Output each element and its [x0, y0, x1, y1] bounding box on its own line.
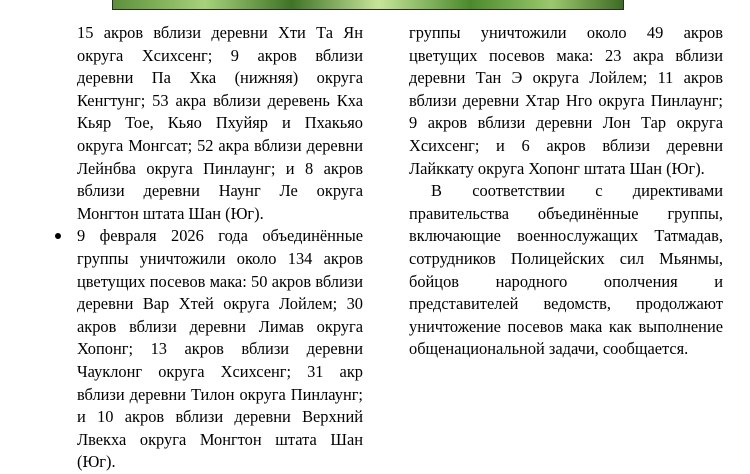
- bullet-item-text: 9 февраля 2026 года объединённые группы уничтожили около 134 акров цветущих посевов мака: 50 акров вблизи деревни Вар Хтей округа Лойлем; 30 акров вблизи деревни Лимав округа Хопонг; 13 акров вблизи деревни Чауклонг округа Хсихсенг; 31 акр вблизи деревни Тилон округа Пинлаунг; и 10 акров вблизи деревни Верхний Лвекха округа Монгтон штата Шан (Юг).: [77, 226, 363, 472]
- closing-paragraph: В соответствии с директивами правительства объединённые группы, включающие военнослужащих Татмадав, сотрудников Полицейских сил Мьянмы, бойцов народного ополчения и представителей ведомств, продолжают уничтожение посевов мака как выполнение общенациональной задачи, сообщается.: [409, 181, 723, 359]
- right-column: [409, 22, 723, 361]
- poppy-field-photo: [112, 0, 624, 10]
- left-column: [77, 22, 363, 474]
- left-continued-paragraph: 15 акров вблизи деревни Хти Та Ян округа Хсихсенг; 9 акров вблизи деревни Па Хка (нижняя) округа Кенгтунг; 53 акра вблизи деревень Кха Кьяр Тое, Кьяо Пхуйяр и Пхакьяо округа Монгсат; 52 акра вблизи деревни Лейнбва округа Пинлаунг; и 8 акров вблизи деревни Наунг Ле округа Монгтон штата Шан (Юг).: [77, 23, 363, 223]
- list-item: [77, 225, 363, 474]
- right-continued-paragraph: группы уничтожили около 49 акров цветущих посевов мака: 23 акра вблизи деревни Тан Э округа Лойлем; 11 акров вблизи деревни Хтар Нго округа Пинлаунг; 9 акров вблизи деревни Лон Тар округа Хсихсенг; и 6 акров вблизи деревни Лайккату округа Хопонг штата Шан (Юг).: [409, 23, 723, 178]
- bullet-list: [77, 225, 363, 474]
- bullet-icon: [55, 233, 61, 239]
